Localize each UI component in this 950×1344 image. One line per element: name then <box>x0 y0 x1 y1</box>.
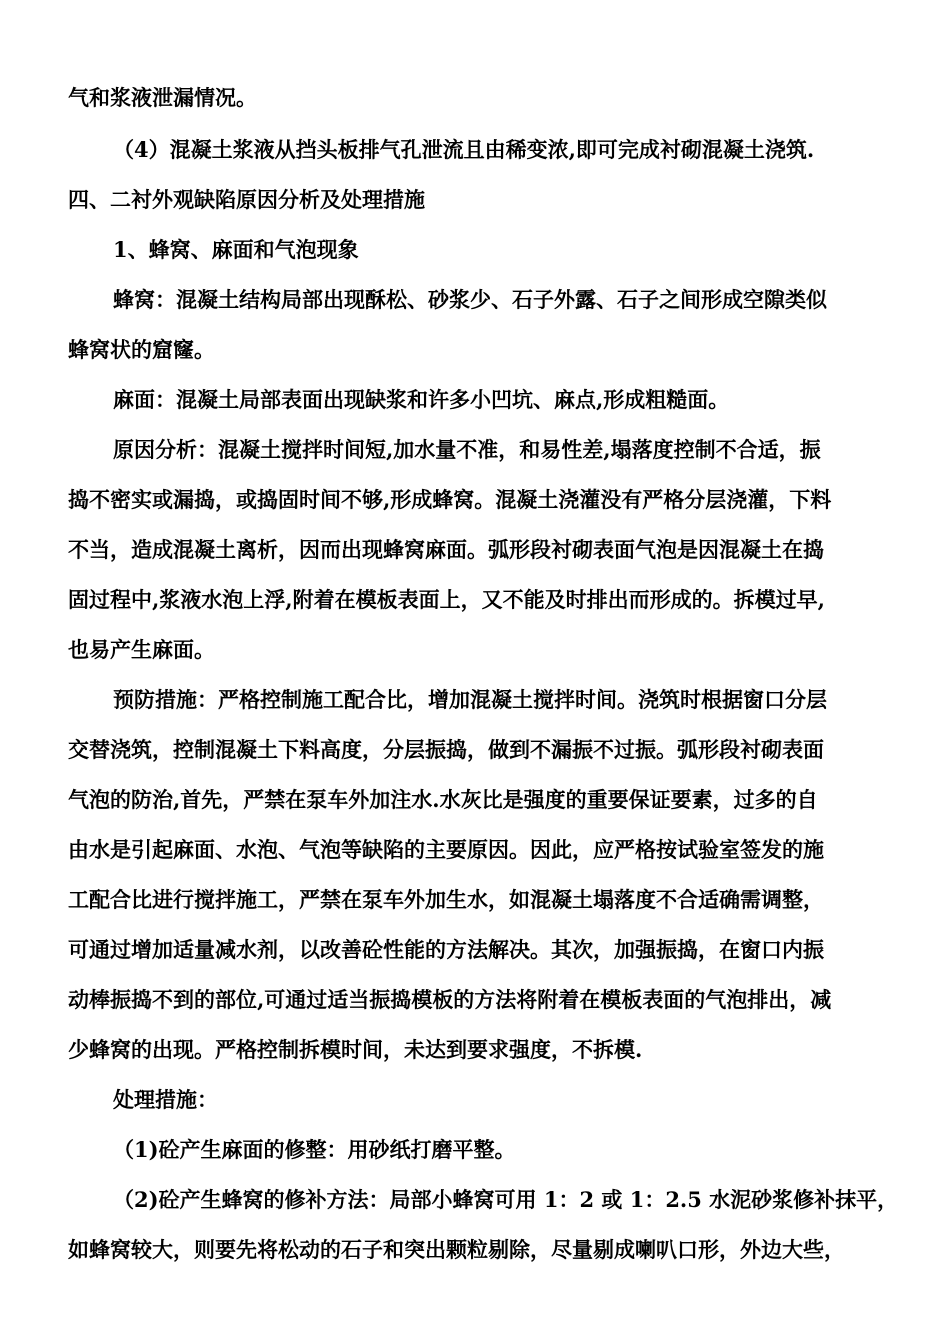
text-line: 固过程中,浆液水泡上浮,附着在模板表面上，又不能及时排出而形成的。拆模过早, <box>68 587 825 612</box>
text-line: 工配合比进行搅拌施工，严禁在泵车外加生水，如混凝土塌落度不合适确需调整， <box>68 887 824 912</box>
text-line: 蜂窝状的窟窿。 <box>68 337 215 362</box>
subsection-heading: 1、蜂窝、麻面和气泡现象 <box>113 237 359 262</box>
text-line: （4）混凝土浆液从挡头板排气孔泄流且由稀变浓,即可完成衬砌混凝土浇筑. <box>113 137 815 162</box>
text-line: 交替浇筑，控制混凝土下料高度，分层振捣，做到不漏振不过振。弧形段衬砌表面 <box>68 737 824 762</box>
text-line: 动棒振捣不到的部位,可通过适当振捣模板的方法将附着在模板表面的气泡排出，减 <box>68 987 832 1012</box>
text-line: 如蜂窝较大，则要先将松动的石子和突出颗粒剔除，尽量剔成喇叭口形，外边大些， <box>68 1237 845 1262</box>
text-line: 少蜂窝的出现。严格控制拆模时间，未达到要求强度，不拆模. <box>68 1037 643 1062</box>
text-line: 处理措施： <box>113 1087 218 1112</box>
text-line: 可通过增加适量减水剂，以改善砼性能的方法解决。其次，加强振捣，在窗口内振 <box>68 937 824 962</box>
text-line: 麻面：混凝土局部表面出现缺浆和许多小凹坑、麻点,形成粗糙面。 <box>113 387 730 412</box>
text-line: 预防措施：严格控制施工配合比，增加混凝土搅拌时间。浇筑时根据窗口分层 <box>113 687 827 712</box>
text-line: 也易产生麻面。 <box>68 637 215 662</box>
text-line: 由水是引起麻面、水泡、气泡等缺陷的主要原因。因此，应严格按试验室签发的施 <box>68 837 824 862</box>
text-line: 不当，造成混凝土离析，因而出现蜂窝麻面。弧形段衬砌表面气泡是因混凝土在捣 <box>68 537 824 562</box>
text-line: 气泡的防治,首先，严禁在泵车外加注水.水灰比是强度的重要保证要素，过多的自 <box>68 787 818 812</box>
text-line: （2)砼产生蜂窝的修补方法：局部小蜂窝可用 1：2 或 1：2.5 水泥砂浆修补抹平， <box>113 1187 899 1212</box>
text-line: 气和浆液泄漏情况。 <box>68 85 257 110</box>
text-line: 原因分析：混凝土搅拌时间短,加水量不准，和易性差,塌落度控制不合适，振 <box>113 437 821 462</box>
text-line: 蜂窝：混凝土结构局部出现酥松、砂浆少、石子外露、石子之间形成空隙类似 <box>113 287 827 312</box>
text-line: 捣不密实或漏捣，或捣固时间不够,形成蜂窝。混凝土浇灌没有严格分层浇灌，下料 <box>68 487 832 512</box>
text-line: （1)砼产生麻面的修整：用砂纸打磨平整。 <box>113 1137 516 1162</box>
section-heading: 四、二衬外观缺陷原因分析及处理措施 <box>68 187 425 212</box>
